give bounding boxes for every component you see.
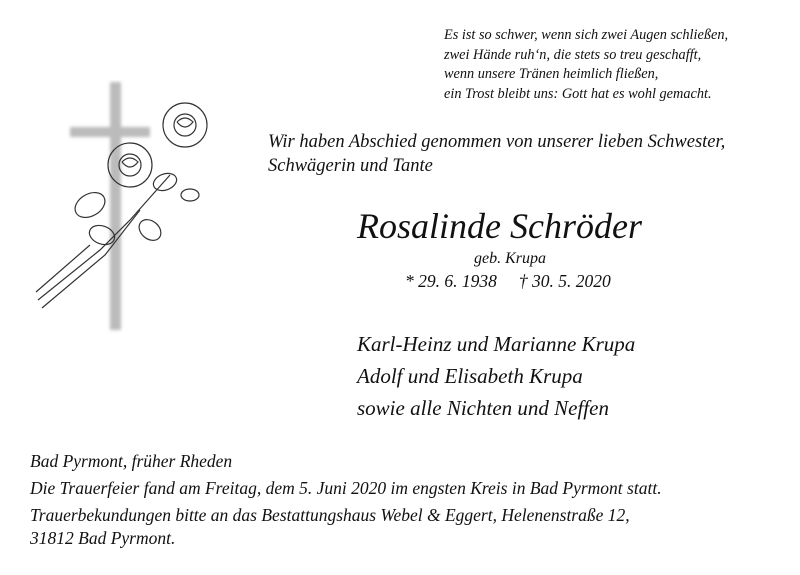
poem-line: Es ist so schwer, wenn sich zwei Augen schließen,: [444, 27, 729, 43]
life-dates: [405, 271, 633, 292]
poem: [444, 26, 728, 104]
mourner: Adolf und Elisabeth Krupa: [357, 364, 583, 388]
intro-line: Wir haben Abschied genommen von unserer lieben Schwester,: [268, 132, 726, 152]
birth-name: geb. Krupa: [474, 250, 546, 267]
death-date: † 30. 5. 2020: [518, 271, 611, 291]
footer: [30, 450, 662, 550]
ceremony-info: Die Trauerfeier fand am Freitag, dem 5. Juni 2020 im engsten Kreis in Bad Pyrmont statt.: [30, 478, 662, 498]
intro-text: [268, 130, 725, 178]
poem-line: ein Trost bleibt uns: Gott hat es wohl gemacht.: [444, 85, 712, 102]
condolences-line: Trauerbekundungen bitte an das Bestattungshaus Webel & Eggert, Helenenstraße 12,: [30, 505, 630, 525]
poem-line: zwei Hände ruh‘n, die stets so treu geschafft,: [444, 46, 702, 63]
deceased-name: Rosalinde Schröder: [357, 206, 642, 246]
condolences-line: 31812 Bad Pyrmont.: [30, 528, 176, 548]
mourners-list: [357, 328, 635, 424]
birth-date: * 29. 6. 1938: [405, 271, 497, 291]
intro-line: Schwägerin und Tante: [268, 156, 433, 176]
poem-line: wenn unsere Tränen heimlich fließen,: [444, 66, 659, 82]
cross-with-roses-illustration: [30, 80, 230, 340]
mourner: Karl-Heinz und Marianne Krupa: [357, 332, 636, 356]
mourner: sowie alle Nichten und Neffen: [357, 396, 609, 420]
place: Bad Pyrmont, früher Rheden: [30, 451, 233, 471]
cross-icon: [70, 82, 150, 330]
